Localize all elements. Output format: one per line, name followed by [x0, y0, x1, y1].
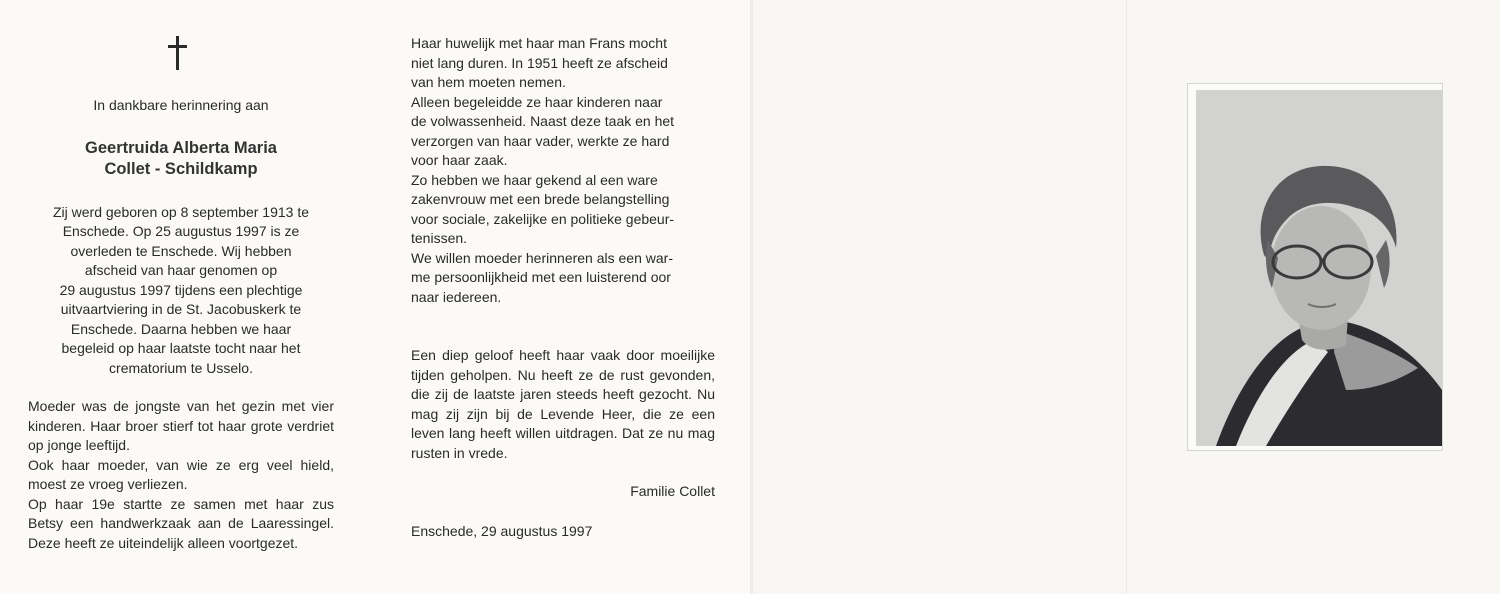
name-line-2: Collet - Schildkamp: [104, 159, 258, 178]
life-text: Haar huwelijk met haar man Frans mocht niet lang duren. In 1951 heeft ze afscheid van hem moeten nemen. Alleen begeleidde ze haar kinderen naar de volwassenheid. Naast deze taak en het verzorgen van haar vader, werkte ze hard voor haar zaak. Zo hebben we haar gekend al een ware zakenvrouw met een brede belangstelling voor sociale, zakelijke en politieke gebeur- tenissen. We willen moeder herinneren als een war- me persoonlijkheid met een luisterend oor naar iedereen.: [411, 35, 675, 305]
signature: Familie Collet: [630, 483, 715, 499]
deceased-name: [28, 138, 334, 180]
name-line-1: Geertruida Alberta Maria: [85, 138, 277, 157]
photo-frame: [1187, 83, 1443, 451]
intro-text: In dankbare herinnering aan: [93, 97, 269, 113]
card-crease: [1126, 0, 1127, 594]
portrait-photo: [1196, 90, 1442, 446]
left-column: [28, 92, 334, 553]
cross-icon: [162, 36, 194, 72]
middle-column: [411, 34, 715, 541]
place-date: Enschede, 29 augustus 1997: [411, 522, 593, 539]
family-text: Moeder was de jongste van het gezin met vier kinderen. Haar broer stierf tot haar grote verdriet op jonge leeftijd. Ook haar moeder, van wie ze erg veel hield, moest ze vroeg verliezen. Op haar 19e startte ze samen met haar zus Betsy een handwerkzaak aan de Laaressingel. Deze heeft ze uiteindelijk alleen voortgezet.: [28, 398, 334, 551]
card-fold: [750, 0, 753, 594]
faith-text: Een diep geloof heeft haar vaak door moeilijke tijden geholpen. Nu heeft ze de rust gevonden, die zij de laatste jaren steeds heeft gezocht. Nu mag zij zijn bij de Levende Heer, die ze een leven lang heeft willen uitdragen. Dat ze nu mag rusten in vrede.: [411, 347, 715, 461]
biography-text: Zij werd geboren op 8 september 1913 te Enschede. Op 25 augustus 1997 is ze overleden te Enschede. Wij hebben afscheid van haar genomen op 29 augustus 1997 tijdens een plechtige uitvaartviering in de St. Jacobuskerk te Enschede. Daarna hebben we haar begeleid op haar laatste tocht naar het crematorium te Usselo.: [52, 203, 310, 376]
